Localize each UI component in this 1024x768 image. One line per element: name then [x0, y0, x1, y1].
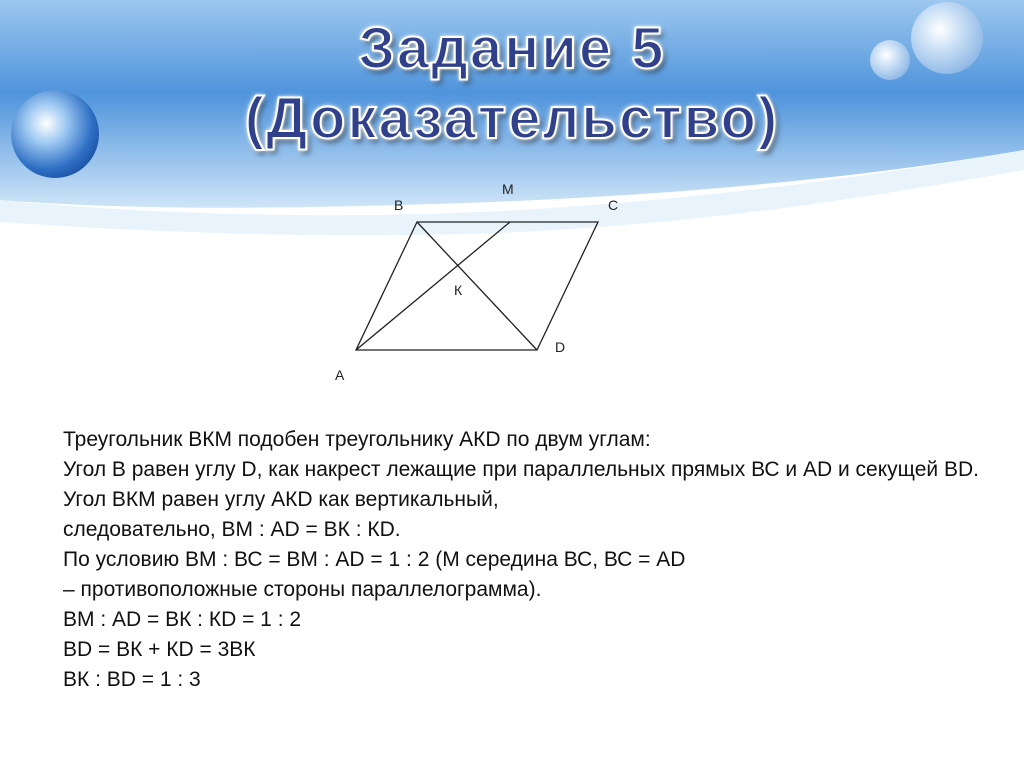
proof-text	[63, 427, 983, 697]
title-line-1: Задание 5	[358, 16, 666, 81]
label-k: К	[454, 282, 463, 298]
proof-line: По условию ВМ : ВС = ВМ : АD = 1 : 2 (М середина ВС, ВС = АD	[63, 548, 686, 571]
label-m: M	[502, 181, 514, 197]
label-b: B	[394, 197, 404, 213]
proof-line: ВК : ВD = 1 : 3	[63, 668, 201, 691]
proof-line: следовательно, ВМ : АD = ВК : КD.	[63, 518, 401, 541]
label-c: C	[608, 197, 619, 213]
parallelogram-diagram	[320, 175, 650, 390]
slide-title	[0, 14, 1024, 154]
label-d: D	[555, 339, 566, 355]
proof-line: Угол ВКМ равен углу АКD как вертикальный,	[63, 488, 499, 511]
proof-line: – противоположные стороны параллелограмма).	[63, 578, 542, 601]
title-line-2: (Доказательство)	[244, 86, 780, 151]
proof-line: Треугольник ВКМ подобен треугольнику АКD по двум углам:	[63, 428, 651, 451]
proof-line: ВD = ВК + КD = 3ВК	[63, 638, 256, 661]
label-a: A	[335, 367, 345, 383]
proof-line: ВМ : АD = ВК : КD = 1 : 2	[63, 608, 302, 631]
proof-line: Угол В равен углу D, как накрест лежащие при параллельных прямых ВС и АD и секущей ВD.	[63, 458, 979, 481]
segment-am	[356, 222, 510, 350]
diagonal-bd	[417, 222, 537, 350]
